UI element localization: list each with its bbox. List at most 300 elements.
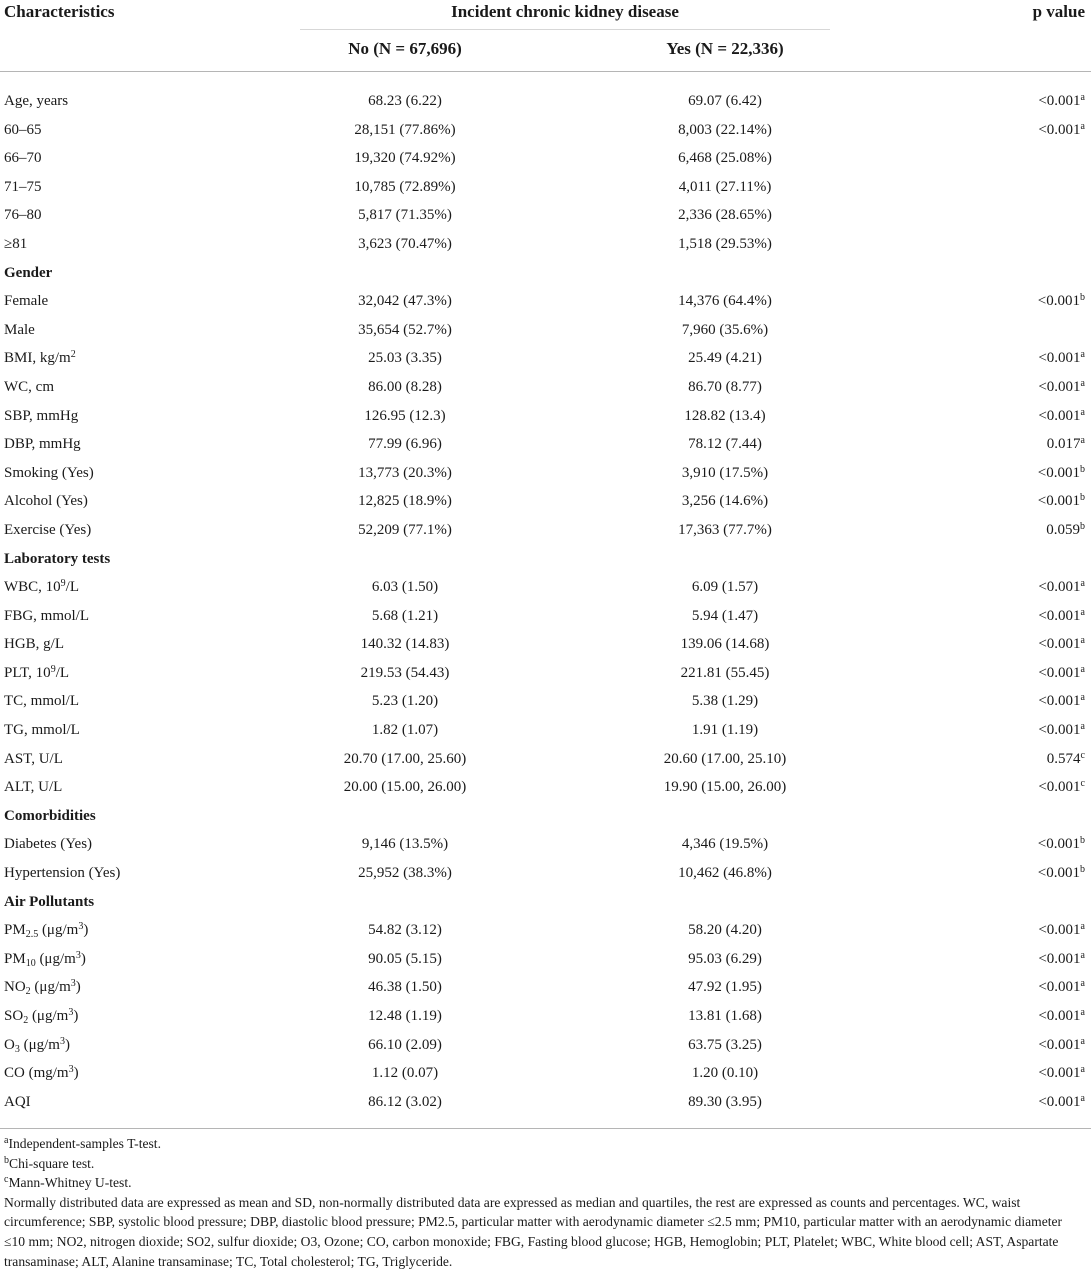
p-value [1038,1059,1085,1087]
label-text: PM [4,922,26,939]
table-row [0,87,1091,116]
no-ckd-value: 86.12 (3.02) [368,1093,442,1110]
p-value-footnote-marker: b [1080,292,1085,304]
label-text: TG, mmol/L [4,722,80,739]
label-text: SBP, mmHg [4,407,79,424]
table-row [0,1059,1091,1088]
no-ckd-value: 219.53 (54.43) [360,664,450,681]
p-value [1038,116,1085,144]
p-value-footnote-marker: a [1080,635,1085,647]
p-value [1038,830,1085,858]
p-value-text: <0.001 [1038,1036,1081,1053]
yes-ckd-value: 1.91 (1.19) [691,722,759,739]
row-label [4,316,35,344]
label-unit-superscript: 3 [70,978,76,990]
row-label [4,1088,31,1116]
p-value [1038,573,1085,601]
table-row [0,659,1091,688]
row-label [4,116,42,144]
row-label [4,173,42,201]
p-value-footnote-marker: a [1080,92,1085,103]
table-row [0,630,1091,659]
row-label [4,973,81,1001]
p-value-text: <0.001 [1038,950,1081,967]
no-ckd-value: 12.48 (1.19) [368,1008,442,1024]
p-value-footnote-marker: a [1080,406,1085,418]
row-label [4,859,120,887]
yes-ckd-value: 1.20 (0.10) [691,1065,759,1082]
p-value-text: <0.001 [1037,293,1080,310]
label-text: 66–70 [4,150,42,167]
label-end: ) [83,922,89,939]
row-label [4,259,52,287]
p-value-text: <0.001 [1038,93,1081,109]
no-ckd-value: 25.03 (3.35) [368,350,442,367]
table-row [0,487,1091,516]
p-value-text: 0.017 [1046,436,1081,453]
row-label [4,659,69,687]
no-ckd-value: 32,042 (47.3%) [358,293,452,310]
footnote-text: Independent-samples T-test. [8,1136,161,1151]
row-label [4,545,110,573]
p-value-footnote-marker: a [1080,1035,1085,1047]
footnote-marker: b [4,1154,9,1166]
no-ckd-value: 66.10 (2.09) [368,1036,442,1053]
label-unit: (μg/m [38,922,79,939]
no-ckd-value: 77.99 (6.96) [368,436,442,453]
row-label [4,487,88,515]
p-value [1038,687,1085,715]
label-end: ) [64,1036,70,1053]
label-end: ) [75,979,81,996]
yes-ckd-value: 13.81 (1.68) [688,1008,762,1024]
label-text: ALT, U/L [4,779,63,796]
yes-ckd-value: 20.60 (17.00, 25.10) [663,750,787,767]
table-footnotes [4,1134,1086,1271]
table-row [0,116,1091,145]
row-label [4,602,89,630]
no-ckd-value: 12,825 (18.9%) [358,493,452,510]
table-row [0,687,1091,716]
footnote-text: Normally distributed data are expressed as mean and SD, non-normally distributed data are expressed as median and quartiles, the rest are expressed as counts and percentages. WC, waist circumference; SBP, systolic blood pressure; DBP, diastolic blood pressure; PM2.5, particular matter with aerodynamic diameter ≤2.5 mm; PM10, particular matter with an aerodynamic diameter ≤10 mm; NO2, nitrogen dioxide; SO2, sulfur dioxide; O3, Ozone; CO, carbon monoxide; FBG, Fasting blood glucose; HGB, Hemoglobin; PLT, Platelet; WBC, White blood cell; AST, Aspartate transaminase; ALT, Alanine transaminase; TC, Total cholesterol; TG, Triglyceride. [4,1194,1063,1269]
label-subscript: 2 [23,1015,29,1026]
p-value-footnote-marker: a [1080,663,1085,675]
no-ckd-value: 20.00 (15.00, 26.00) [343,779,467,796]
table-bottom-rule [0,1128,1091,1129]
p-value-footnote-marker: a [1080,721,1085,733]
label-text: BMI, kg/m [4,350,71,367]
yes-ckd-value: 4,011 (27.11%) [678,178,772,195]
row-label [4,802,96,830]
row-label [4,745,63,773]
label-text: PLT, 10 [4,664,51,681]
table-row [0,459,1091,488]
row-label [4,1031,70,1059]
p-value [1038,773,1085,801]
label-text: Exercise (Yes) [4,521,92,538]
label-text: TC, mmol/L [4,693,79,710]
p-value-text: 0.574 [1046,750,1081,767]
no-ckd-value: 46.38 (1.50) [368,979,442,996]
table-row [0,830,1091,859]
footnote-marker: c [4,1174,9,1186]
table-row [0,745,1091,774]
p-value-header: p value [1032,2,1085,21]
yes-ckd-value: 78.12 (7.44) [688,436,762,453]
label-text: Comorbidities [4,807,96,824]
label-unit: (μg/m [28,1008,69,1024]
row-label [4,945,86,973]
yes-ckd-value: 63.75 (3.25) [688,1036,762,1053]
footnote-text: Mann-Whitney U-test. [8,1175,132,1191]
no-ckd-value: 52,209 (77.1%) [358,521,452,538]
yes-ckd-value: 17,363 (77.7%) [678,521,772,538]
p-value-footnote-marker: b [1080,492,1085,504]
no-ckd-value: 5.68 (1.21) [371,607,439,624]
label-text: DBP, mmHg [4,436,81,453]
table-row [0,173,1091,202]
p-value [1038,859,1085,887]
p-value [1038,973,1085,1001]
table-row [0,287,1091,316]
p-value-text: <0.001 [1038,350,1081,367]
table-row [0,773,1091,802]
yes-ckd-value: 5.38 (1.29) [691,693,759,710]
label-text: Gender [4,264,53,281]
p-value-footnote-marker: b [1080,520,1085,532]
p-value-footnote-marker: c [1080,749,1085,761]
label-text: NO [4,979,26,996]
table-row [0,201,1091,230]
table-row [0,573,1091,602]
p-value [1038,1088,1085,1116]
p-value [1038,916,1085,944]
row-label [4,144,42,172]
no-ckd-value: 20.70 (17.00, 25.60) [343,750,467,767]
row-label [4,402,78,430]
table-header [0,0,1091,72]
p-value-text: <0.001 [1037,865,1080,882]
table-row [0,916,1091,945]
table-row [0,316,1091,345]
table-row [0,1088,1091,1117]
row-label [4,1002,78,1030]
row-label [4,687,79,715]
label-subscript: 2 [25,986,31,998]
table-row [0,144,1091,173]
p-value-text: <0.001 [1038,121,1081,138]
p-value [1038,373,1085,401]
yes-ckd-value: 69.07 (6.42) [688,93,762,109]
p-value-text: <0.001 [1038,922,1081,939]
table-row [0,373,1091,402]
footnote [4,1134,1086,1154]
yes-ckd-value: 14,376 (64.4%) [678,293,772,310]
p-value-text: <0.001 [1037,493,1080,510]
p-value-text: <0.001 [1038,722,1081,739]
p-value [1047,430,1085,458]
label-unit: /L [55,664,70,681]
p-value [1038,1031,1085,1059]
footnote [4,1173,1086,1193]
label-unit-superscript: 3 [75,949,81,961]
row-label [4,888,94,916]
label-text: 71–75 [4,178,42,195]
label-text: AQI [4,1093,31,1110]
footnote [4,1193,1086,1271]
label-unit: /L [65,579,80,596]
label-text: SO [4,1008,24,1024]
label-text: FBG, mmol/L [4,607,90,624]
no-ckd-value: 9,146 (13.5%) [361,836,449,853]
label-text: 60–65 [4,121,42,138]
row-label [4,287,48,315]
no-ckd-value: 68.23 (6.22) [368,93,442,109]
label-superscript: 2 [70,349,76,361]
yes-column-header: Yes (N = 22,336) [666,39,784,58]
label-text: Female [4,293,49,310]
table-row [0,859,1091,888]
row-label [4,573,79,601]
yes-ckd-value: 139.06 (14.68) [680,636,770,653]
footnote [4,1154,1086,1174]
row-label [4,916,88,944]
characteristics-header: Characteristics [4,2,115,21]
row-label [4,201,42,229]
group-underline [300,29,830,30]
label-superscript: 9 [50,663,56,675]
p-value [1038,659,1085,687]
label-unit-superscript: 3 [68,1007,74,1018]
p-value-text: 0.059 [1046,521,1080,538]
section-header-row [0,545,1091,574]
yes-ckd-value: 8,003 (22.14%) [678,121,772,138]
label-unit: (μg/m [30,979,71,996]
table-row [0,1002,1091,1031]
p-value [1038,630,1085,658]
label-text: Laboratory tests [4,550,111,567]
no-ckd-value: 5.23 (1.20) [371,693,439,710]
label-text: Air Pollutants [4,893,95,910]
p-value-text: <0.001 [1038,636,1081,653]
label-unit-superscript: 3 [59,1035,65,1047]
p-value-text: <0.001 [1038,779,1081,796]
p-value [1038,402,1085,430]
p-value-text: <0.001 [1038,693,1081,710]
p-value [1038,287,1085,315]
yes-ckd-value: 7,960 (35.6%) [681,321,769,338]
p-value-footnote-marker: a [1080,435,1085,447]
p-value-footnote-marker: a [1080,377,1085,389]
p-value [1038,487,1085,515]
label-subscript: 10 [25,957,36,969]
yes-ckd-value: 47.92 (1.95) [688,979,762,996]
no-ckd-value: 28,151 (77.86%) [354,121,456,138]
p-value-text: <0.001 [1038,378,1081,395]
yes-ckd-value: 4,346 (19.5%) [681,836,769,853]
yes-ckd-value: 19.90 (15.00, 26.00) [663,779,787,796]
p-value-footnote-marker: a [1080,1064,1085,1076]
no-ckd-value: 25,952 (38.3%) [358,865,452,882]
label-subscript: 3 [14,1043,20,1055]
label-unit-superscript: 3 [78,921,84,933]
label-unit: (μg/m [19,1036,60,1053]
label-superscript: 3 [68,1064,74,1076]
p-value [1038,602,1085,630]
row-label [4,430,81,458]
section-header-row [0,259,1091,288]
row-label [4,344,76,372]
p-value-footnote-marker: b [1080,463,1085,475]
p-value-text: <0.001 [1038,579,1081,596]
no-ckd-value: 3,623 (70.47%) [358,235,452,252]
p-value-footnote-marker: c [1080,778,1085,790]
label-unit: ) [73,1065,79,1082]
footnote-text: Chi-square test. [9,1155,95,1171]
yes-ckd-value: 6,468 (25.08%) [678,150,772,167]
yes-ckd-value: 1,518 (29.53%) [678,235,772,252]
label-text: HGB, g/L [4,636,64,653]
p-value [1038,1002,1085,1030]
p-value-footnote-marker: a [1080,692,1085,704]
row-label [4,230,27,258]
label-text: Hypertension (Yes) [4,865,121,882]
p-value [1038,87,1085,115]
no-ckd-value: 10,785 (72.89%) [354,178,456,195]
label-text: O [4,1036,15,1053]
row-label [4,830,92,858]
no-ckd-value: 86.00 (8.28) [368,378,442,395]
p-value-text: <0.001 [1038,1065,1081,1082]
yes-ckd-value: 128.82 (13.4) [684,407,766,424]
row-label [4,516,91,544]
section-header-row [0,888,1091,917]
row-label [4,373,54,401]
p-value [1046,516,1085,544]
p-value-footnote-marker: a [1080,606,1085,618]
no-ckd-value: 1.82 (1.07) [371,722,439,739]
label-text: CO (mg/m [4,1065,69,1082]
p-value [1047,745,1085,773]
yes-ckd-value: 3,910 (17.5%) [681,464,769,481]
yes-ckd-value: 95.03 (6.29) [688,950,762,967]
no-ckd-value: 54.82 (3.12) [368,922,442,939]
p-value-text: <0.001 [1037,464,1080,481]
label-text: 76–80 [4,207,42,224]
no-ckd-value: 6.03 (1.50) [371,579,439,596]
label-text: Male [4,321,35,338]
label-subscript: 2.5 [25,929,39,941]
label-text: Alcohol (Yes) [4,493,88,510]
row-label [4,630,64,658]
p-value [1038,344,1085,372]
no-ckd-value: 140.32 (14.83) [360,636,450,653]
p-value [1038,945,1085,973]
label-end: ) [73,1008,79,1024]
no-ckd-value: 35,654 (52.7%) [358,321,452,338]
label-text: Diabetes (Yes) [4,836,93,853]
row-label [4,716,80,744]
yes-ckd-value: 6.09 (1.57) [691,579,759,596]
row-label [4,1059,79,1087]
yes-ckd-value: 2,336 (28.65%) [678,207,772,224]
section-header-row [0,802,1091,831]
row-label [4,87,68,115]
p-value [1038,716,1085,744]
no-ckd-value: 90.05 (5.15) [368,950,442,967]
p-value-footnote-marker: a [1080,921,1085,933]
table-body [0,87,1091,1116]
table-row [0,973,1091,1002]
p-value-text: <0.001 [1038,607,1081,624]
p-value-footnote-marker: b [1080,864,1085,876]
p-value-text: <0.001 [1038,664,1081,681]
header-divider [0,71,1091,72]
p-value-text: <0.001 [1038,407,1081,424]
table-row [0,430,1091,459]
p-value-footnote-marker: a [1080,978,1085,990]
yes-ckd-value: 89.30 (3.95) [688,1093,762,1110]
table-row [0,1031,1091,1060]
yes-ckd-value: 3,256 (14.6%) [681,493,769,510]
label-text: WBC, 10 [4,579,61,596]
yes-ckd-value: 10,462 (46.8%) [678,865,772,882]
p-value-footnote-marker: b [1080,835,1085,847]
yes-ckd-value: 86.70 (8.77) [688,378,762,395]
no-ckd-value: 19,320 (74.92%) [354,150,456,167]
label-end: ) [80,950,86,967]
table-row [0,602,1091,631]
p-value-footnote-marker: a [1080,578,1085,590]
no-ckd-value: 1.12 (0.07) [371,1065,439,1082]
table-row [0,516,1091,545]
no-column-header: No (N = 67,696) [348,39,462,58]
no-ckd-value: 5,817 (71.35%) [358,207,452,224]
table-row [0,344,1091,373]
no-ckd-value: 13,773 (20.3%) [358,464,452,481]
group-header: Incident chronic kidney disease [451,2,679,21]
label-text: AST, U/L [4,750,63,767]
p-value-text: <0.001 [1038,1093,1081,1110]
p-value-text: <0.001 [1038,979,1081,996]
table-row [0,230,1091,259]
label-superscript: 9 [60,578,66,590]
label-text: WC, cm [4,378,54,395]
table-row [0,716,1091,745]
table-row [0,945,1091,974]
label-text: ≥81 [4,235,28,252]
row-label [4,459,94,487]
label-text: Age, years [4,93,69,109]
no-ckd-value: 126.95 (12.3) [364,407,446,424]
p-value-footnote-marker: a [1080,1092,1085,1104]
p-value [1038,459,1085,487]
yes-ckd-value: 25.49 (4.21) [688,350,762,367]
yes-ckd-value: 5.94 (1.47) [691,607,759,624]
label-unit: (μg/m [35,950,76,967]
yes-ckd-value: 58.20 (4.20) [688,922,762,939]
p-value-text: <0.001 [1038,1008,1081,1024]
p-value-text: <0.001 [1037,836,1080,853]
p-value-footnote-marker: a [1080,349,1085,361]
row-label [4,773,62,801]
table-row [0,402,1091,431]
footnote-marker: a [4,1135,9,1146]
p-value-footnote-marker: a [1080,949,1085,961]
label-text: PM [4,950,26,967]
p-value-footnote-marker: a [1080,120,1085,132]
p-value-footnote-marker: a [1080,1007,1085,1018]
